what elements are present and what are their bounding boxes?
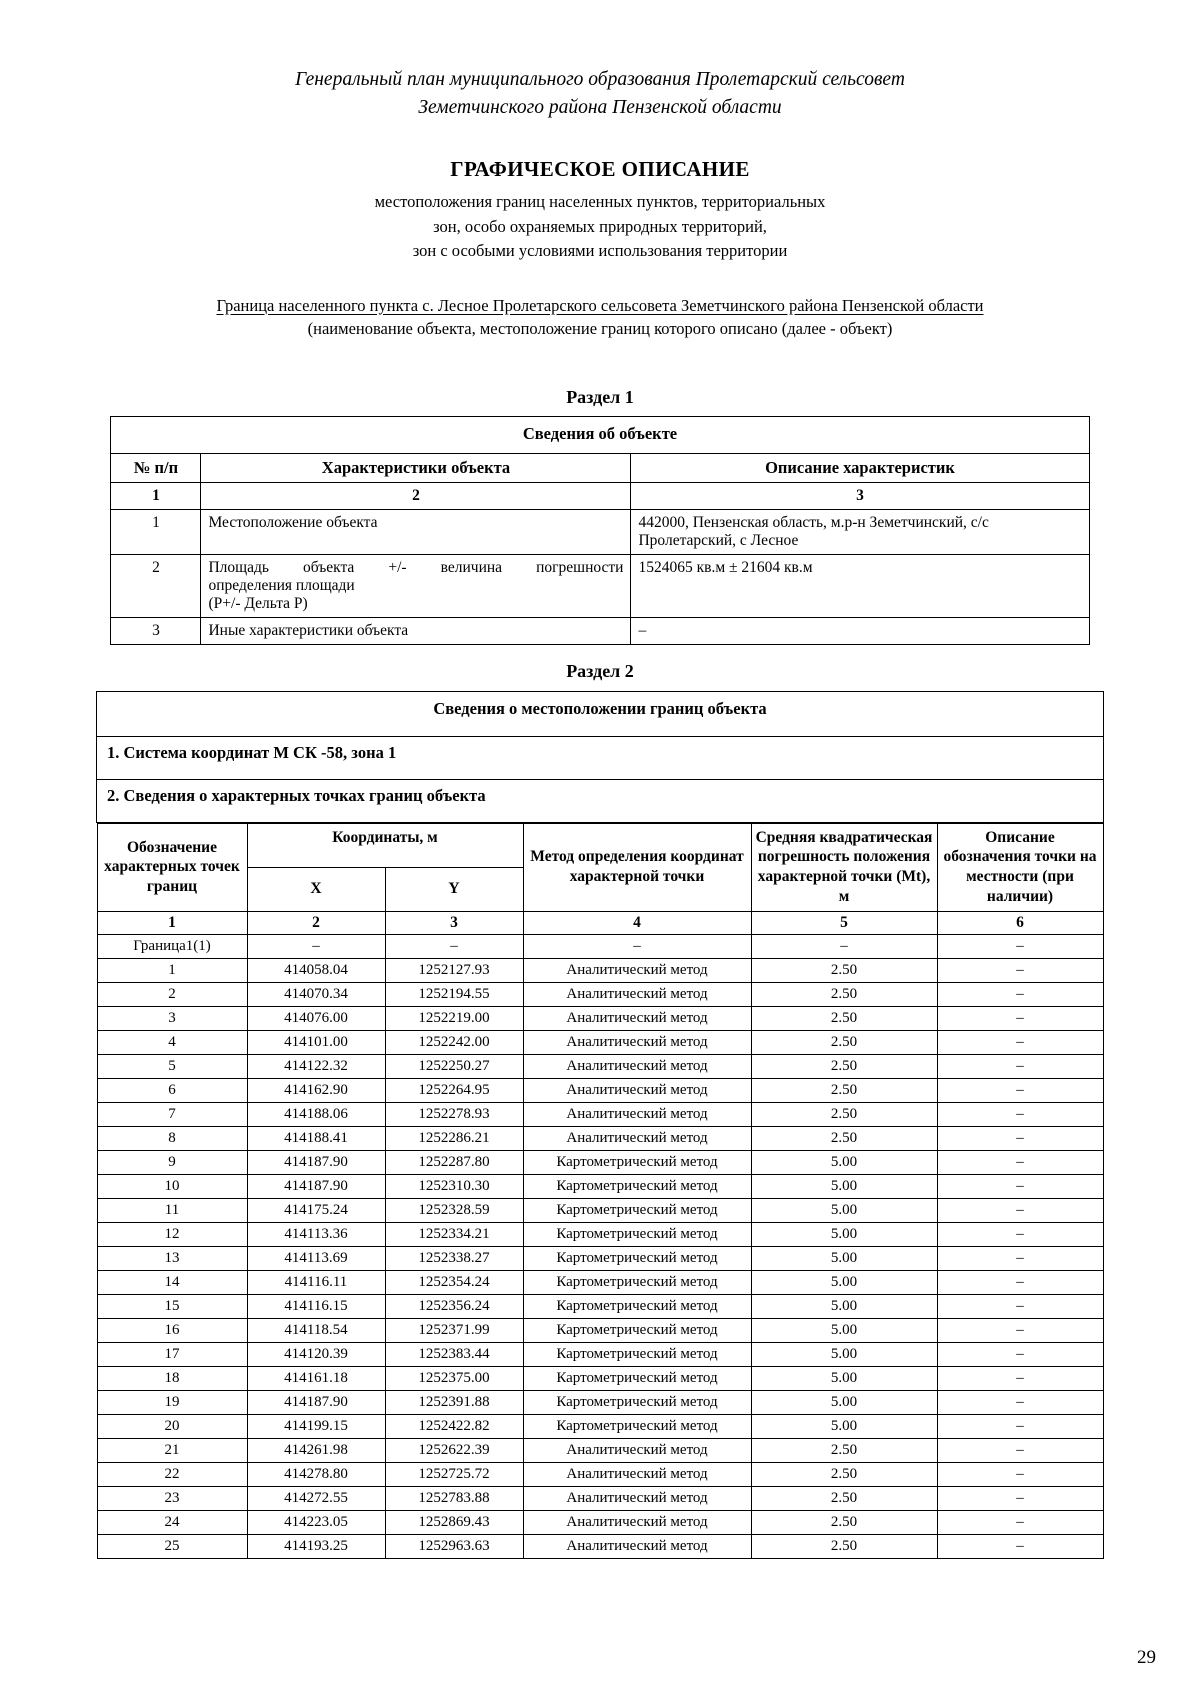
coord-method: Картометрический метод xyxy=(523,1414,751,1438)
coord-x: 414278.80 xyxy=(247,1462,385,1486)
coord-point: 13 xyxy=(97,1246,247,1270)
section-1-row-2-num: 2 xyxy=(111,554,201,617)
coord-method: Картометрический метод xyxy=(523,1270,751,1294)
coord-y: 1252264.95 xyxy=(385,1078,523,1102)
coord-y: 1252286.21 xyxy=(385,1126,523,1150)
sub-heading-line-2: зон, особо охраняемых природных территорий, xyxy=(433,216,767,236)
coord-method: Картометрический метод xyxy=(523,1294,751,1318)
coord-x: 414188.06 xyxy=(247,1102,385,1126)
coord-desc: – xyxy=(937,1030,1103,1054)
table-row xyxy=(97,1414,1103,1438)
coord-desc: – xyxy=(937,1318,1103,1342)
table-row xyxy=(97,1438,1103,1462)
coord-method: Аналитический метод xyxy=(523,1462,751,1486)
table-row xyxy=(97,1246,1103,1270)
coord-x: 414101.00 xyxy=(247,1030,385,1054)
coord-x: 414175.24 xyxy=(247,1198,385,1222)
coord-x: 414187.90 xyxy=(247,1174,385,1198)
coord-y: 1252391.88 xyxy=(385,1390,523,1414)
table-row xyxy=(97,1150,1103,1174)
coord-desc: – xyxy=(937,1102,1103,1126)
section-1-header-num: № п/п xyxy=(111,453,201,482)
coord-x: 414199.15 xyxy=(247,1414,385,1438)
coord-point: 8 xyxy=(97,1126,247,1150)
section-1-row-2-char-line-3: (Р+/- Дельта Р) xyxy=(208,594,308,612)
coord-y: 1252869.43 xyxy=(385,1510,523,1534)
coord-point: 17 xyxy=(97,1342,247,1366)
coord-y: 1252328.59 xyxy=(385,1198,523,1222)
coord-point: 11 xyxy=(97,1198,247,1222)
coord-desc: – xyxy=(937,1438,1103,1462)
coord-desc: – xyxy=(937,982,1103,1006)
coord-y: 1252219.00 xyxy=(385,1006,523,1030)
section-2-banner: Сведения о местоположении границ объекта xyxy=(433,698,767,718)
section-1-row-2-char-line-1: Площадь объекта +/- величина погрешности xyxy=(208,558,624,576)
section-1-row-1-description xyxy=(631,509,1089,554)
coord-mt: 2.50 xyxy=(751,1006,937,1030)
coord-method: Аналитический метод xyxy=(523,1126,751,1150)
coord-y: 1252783.88 xyxy=(385,1486,523,1510)
coord-method: Аналитический метод xyxy=(523,1102,751,1126)
coord-colnum-6: 6 xyxy=(937,911,1103,934)
coord-method: Картометрический метод xyxy=(523,1174,751,1198)
section-1-colnum-3: 3 xyxy=(631,482,1089,509)
section-1-colnum-1: 1 xyxy=(111,482,201,509)
coord-y: 1252278.93 xyxy=(385,1102,523,1126)
coord-point: 16 xyxy=(97,1318,247,1342)
coord-desc: – xyxy=(937,1342,1103,1366)
coord-method: Аналитический метод xyxy=(523,1510,751,1534)
coord-y: 1252375.00 xyxy=(385,1366,523,1390)
coord-method: Аналитический метод xyxy=(523,958,751,982)
coord-y: 1252422.82 xyxy=(385,1414,523,1438)
coord-x: 414116.11 xyxy=(247,1270,385,1294)
coord-x: 414161.18 xyxy=(247,1366,385,1390)
table-row xyxy=(97,1342,1103,1366)
coord-x: 414070.34 xyxy=(247,982,385,1006)
coord-x: 414223.05 xyxy=(247,1510,385,1534)
coord-mt: 5.00 xyxy=(751,1174,937,1198)
document-title-line-1: Генеральный план муниципального образования Пролетарский сельсовет xyxy=(295,69,905,90)
coord-point: 1 xyxy=(97,958,247,982)
coord-header-coordinates-group: Координаты, м xyxy=(247,823,523,867)
table-row xyxy=(97,1030,1103,1054)
section-1-row-1-num: 1 xyxy=(111,509,201,554)
table-row xyxy=(111,416,1089,453)
coord-point: 22 xyxy=(97,1462,247,1486)
coord-x: 414116.15 xyxy=(247,1294,385,1318)
coord-point: 12 xyxy=(97,1222,247,1246)
page-number: 29 xyxy=(1137,1647,1156,1668)
coord-mt: 5.00 xyxy=(751,1198,937,1222)
coord-point: 10 xyxy=(97,1174,247,1198)
coordinates-body xyxy=(97,934,1103,1558)
characteristic-points-cell xyxy=(97,779,1104,822)
coord-desc: – xyxy=(937,1126,1103,1150)
coord-desc: – xyxy=(937,1270,1103,1294)
table-row xyxy=(97,736,1104,779)
table-row xyxy=(97,1462,1103,1486)
coord-header-method: Метод определения координат характерной точки xyxy=(523,823,751,911)
coord-point: 7 xyxy=(97,1102,247,1126)
coord-x: 414187.90 xyxy=(247,1390,385,1414)
table-row xyxy=(97,1078,1103,1102)
table-row xyxy=(97,1366,1103,1390)
coord-mt: 5.00 xyxy=(751,1342,937,1366)
coord-mt: 2.50 xyxy=(751,1438,937,1462)
coord-desc: – xyxy=(937,1534,1103,1558)
coord-desc: – xyxy=(937,1294,1103,1318)
coord-point: 25 xyxy=(97,1534,247,1558)
coord-desc: – xyxy=(937,1246,1103,1270)
table-row xyxy=(97,779,1104,822)
coord-header-x: X xyxy=(247,867,385,911)
table-row xyxy=(97,1318,1103,1342)
coord-y: 1252194.55 xyxy=(385,982,523,1006)
coord-point: 20 xyxy=(97,1414,247,1438)
coordinates-table xyxy=(97,823,1104,1559)
coord-header-y: Y xyxy=(385,867,523,911)
coord-y: 1252310.30 xyxy=(385,1174,523,1198)
coord-x: 414076.00 xyxy=(247,1006,385,1030)
table-row xyxy=(97,1390,1103,1414)
coord-desc: – xyxy=(937,1054,1103,1078)
coord-mt: 2.50 xyxy=(751,1510,937,1534)
coord-point: 6 xyxy=(97,1078,247,1102)
coord-method: Картометрический метод xyxy=(523,1246,751,1270)
coord-desc: – xyxy=(937,1510,1103,1534)
coord-desc: – xyxy=(937,1390,1103,1414)
sub-heading-line-1: местоположения границ населенных пунктов, территориальных xyxy=(374,192,826,212)
table-row xyxy=(97,1534,1103,1558)
section-2-banner-cell xyxy=(97,691,1104,736)
coord-header-description: Описание обозначения точки на местности (при наличии) xyxy=(937,823,1103,911)
coord-desc: – xyxy=(937,1414,1103,1438)
coord-method: Аналитический метод xyxy=(523,1078,751,1102)
coord-point: 2 xyxy=(97,982,247,1006)
coord-mt: 2.50 xyxy=(751,1462,937,1486)
coordinates-header-row-1 xyxy=(97,823,1103,867)
section-1-header-characteristic: Характеристики объекта xyxy=(201,453,631,482)
table-row xyxy=(97,1294,1103,1318)
coordinates-column-number-row xyxy=(97,911,1103,934)
coord-mt: 5.00 xyxy=(751,1414,937,1438)
coord-method: Картометрический метод xyxy=(523,1150,751,1174)
coord-desc: – xyxy=(937,934,1103,958)
coord-method: Аналитический метод xyxy=(523,1534,751,1558)
section-1-row-2-char-line-2: определения площади xyxy=(208,576,355,594)
coord-y: 1252963.63 xyxy=(385,1534,523,1558)
sub-heading-line-3: зон с особыми условиями использования территории xyxy=(412,241,788,261)
coord-colnum-2: 2 xyxy=(247,911,385,934)
coord-x: – xyxy=(247,934,385,958)
coord-mt: – xyxy=(751,934,937,958)
coord-y: 1252622.39 xyxy=(385,1438,523,1462)
table-row xyxy=(97,1054,1103,1078)
coord-desc: – xyxy=(937,1462,1103,1486)
coord-y: 1252242.00 xyxy=(385,1030,523,1054)
coord-method: Аналитический метод xyxy=(523,982,751,1006)
object-name-note: (наименование объекта, местоположение границ которого описано (далее - объект) xyxy=(307,318,893,338)
coord-y: 1252250.27 xyxy=(385,1054,523,1078)
coord-x: 414118.54 xyxy=(247,1318,385,1342)
section-1-colnum-2: 2 xyxy=(201,482,631,509)
table-row xyxy=(97,1270,1103,1294)
coord-mt: 2.50 xyxy=(751,1030,937,1054)
coord-method: Аналитический метод xyxy=(523,1486,751,1510)
coord-x: 414187.90 xyxy=(247,1150,385,1174)
section-1-row-1-characteristic: Местоположение объекта xyxy=(201,509,631,554)
table-row xyxy=(97,1486,1103,1510)
coord-mt: 2.50 xyxy=(751,1486,937,1510)
coord-method: Аналитический метод xyxy=(523,1030,751,1054)
coord-colnum-5: 5 xyxy=(751,911,937,934)
coord-x: 414272.55 xyxy=(247,1486,385,1510)
coord-y: – xyxy=(385,934,523,958)
table-number-row xyxy=(111,482,1089,509)
coord-mt: 5.00 xyxy=(751,1318,937,1342)
coord-point: 19 xyxy=(97,1390,247,1414)
coord-y: 1252334.21 xyxy=(385,1222,523,1246)
coord-mt: 5.00 xyxy=(751,1150,937,1174)
section-1-row-1-desc-line-1: 442000, Пензенская область, м.р-н Земетчинский, с/с xyxy=(638,513,989,531)
coord-mt: 2.50 xyxy=(751,1078,937,1102)
section-1-row-2-characteristic xyxy=(201,554,631,617)
coord-desc: – xyxy=(937,1198,1103,1222)
coord-x: 414122.32 xyxy=(247,1054,385,1078)
table-row xyxy=(111,554,1089,617)
object-name-text: Граница населенного пункта с. Лесное Пролетарского сельсовета Земетчинского района Пензенской области xyxy=(216,295,984,315)
section-1-row-3-description: – xyxy=(631,617,1089,644)
section-1-row-1-desc-line-2: Пролетарский, с Лесное xyxy=(638,531,799,549)
main-heading: ГРАФИЧЕСКОЕ ОПИСАНИЕ xyxy=(450,157,750,182)
table-row xyxy=(97,1006,1103,1030)
coord-mt: 2.50 xyxy=(751,982,937,1006)
document-title-line-2: Земетчинского района Пензенской области xyxy=(418,96,782,118)
coord-point: 21 xyxy=(97,1438,247,1462)
section-2-table xyxy=(96,691,1104,1559)
coord-mt: 2.50 xyxy=(751,1054,937,1078)
coord-point: 4 xyxy=(97,1030,247,1054)
coord-x: 414188.41 xyxy=(247,1126,385,1150)
coord-y: 1252371.99 xyxy=(385,1318,523,1342)
coord-colnum-3: 3 xyxy=(385,911,523,934)
coord-y: 1252356.24 xyxy=(385,1294,523,1318)
coord-method: Картометрический метод xyxy=(523,1342,751,1366)
coord-mt: 5.00 xyxy=(751,1294,937,1318)
coord-x: 414120.39 xyxy=(247,1342,385,1366)
coord-desc: – xyxy=(937,1150,1103,1174)
table-row xyxy=(97,1102,1103,1126)
sub-heading xyxy=(0,182,1200,263)
coord-point: 15 xyxy=(97,1294,247,1318)
section-1-banner: Сведения об объекте xyxy=(111,416,1089,453)
coord-method: Аналитический метод xyxy=(523,1054,751,1078)
table-row xyxy=(111,509,1089,554)
coord-mt: 2.50 xyxy=(751,1126,937,1150)
table-header-row xyxy=(111,453,1089,482)
coord-mt: 5.00 xyxy=(751,1390,937,1414)
table-row xyxy=(97,1198,1103,1222)
coord-mt: 2.50 xyxy=(751,958,937,982)
coord-point: 5 xyxy=(97,1054,247,1078)
coord-point: 9 xyxy=(97,1150,247,1174)
coord-point: 24 xyxy=(97,1510,247,1534)
coord-desc: – xyxy=(937,1486,1103,1510)
table-row xyxy=(97,958,1103,982)
section-1-label: Раздел 1 xyxy=(566,386,634,407)
section-1-table xyxy=(110,416,1089,645)
coord-colnum-1: 1 xyxy=(97,911,247,934)
coord-colnum-4: 4 xyxy=(523,911,751,934)
coord-y: 1252287.80 xyxy=(385,1150,523,1174)
document-title xyxy=(0,0,1200,121)
coord-x: 414193.25 xyxy=(247,1534,385,1558)
coord-y: 1252354.24 xyxy=(385,1270,523,1294)
coord-x: 414162.90 xyxy=(247,1078,385,1102)
coord-method: Картометрический метод xyxy=(523,1198,751,1222)
coord-header-mt: Средняя квадратическая погрешность положения характерной точки (Mt), м xyxy=(751,823,937,911)
coord-point: Граница1(1) xyxy=(97,934,247,958)
coord-mt: 5.00 xyxy=(751,1222,937,1246)
coord-y: 1252127.93 xyxy=(385,958,523,982)
coord-method: Аналитический метод xyxy=(523,1438,751,1462)
coord-method: Аналитический метод xyxy=(523,1006,751,1030)
coord-desc: – xyxy=(937,1006,1103,1030)
coord-y: 1252725.72 xyxy=(385,1462,523,1486)
table-row xyxy=(97,982,1103,1006)
coord-method: Картометрический метод xyxy=(523,1222,751,1246)
coord-method: Картометрический метод xyxy=(523,1390,751,1414)
coord-y: 1252338.27 xyxy=(385,1246,523,1270)
coord-mt: 2.50 xyxy=(751,1534,937,1558)
table-row xyxy=(97,691,1104,736)
coord-desc: – xyxy=(937,1078,1103,1102)
table-row xyxy=(97,1510,1103,1534)
section-1-row-3-characteristic: Иные характеристики объекта xyxy=(201,617,631,644)
coord-x: 414058.04 xyxy=(247,958,385,982)
coord-header-point-designation: Обозначение характерных точек границ xyxy=(97,823,247,911)
table-row xyxy=(111,617,1089,644)
coord-desc: – xyxy=(937,958,1103,982)
coord-mt: 5.00 xyxy=(751,1270,937,1294)
coord-method: Картометрический метод xyxy=(523,1366,751,1390)
coord-x: 414261.98 xyxy=(247,1438,385,1462)
section-2-label: Раздел 2 xyxy=(566,660,634,681)
coord-point: 14 xyxy=(97,1270,247,1294)
coord-point: 3 xyxy=(97,1006,247,1030)
coord-mt: 2.50 xyxy=(751,1102,937,1126)
coord-desc: – xyxy=(937,1174,1103,1198)
table-row xyxy=(97,822,1104,1559)
section-1-row-2-description xyxy=(631,554,1089,617)
object-name xyxy=(0,264,1200,316)
coordinate-system-label: 1. Система координат М СК -58, зона 1 xyxy=(107,742,397,762)
section-1-row-2-desc-line-1: 1524065 кв.м ± 21604 кв.м xyxy=(638,558,813,576)
coord-mt: 5.00 xyxy=(751,1246,937,1270)
coord-desc: – xyxy=(937,1222,1103,1246)
coordinates-table-cell xyxy=(97,822,1104,1559)
coord-point: 18 xyxy=(97,1366,247,1390)
coord-point: 23 xyxy=(97,1486,247,1510)
coord-x: 414113.36 xyxy=(247,1222,385,1246)
section-1-header-description: Описание характеристик xyxy=(631,453,1089,482)
coord-x: 414113.69 xyxy=(247,1246,385,1270)
coord-method: Картометрический метод xyxy=(523,1318,751,1342)
coord-mt: 5.00 xyxy=(751,1366,937,1390)
coord-method: – xyxy=(523,934,751,958)
coordinate-system-cell xyxy=(97,736,1104,779)
table-row xyxy=(97,1126,1103,1150)
coord-y: 1252383.44 xyxy=(385,1342,523,1366)
section-1-row-3-num: 3 xyxy=(111,617,201,644)
coord-desc: – xyxy=(937,1366,1103,1390)
characteristic-points-label: 2. Сведения о характерных точках границ объекта xyxy=(107,785,486,805)
table-row xyxy=(97,1174,1103,1198)
table-row xyxy=(97,934,1103,958)
table-row xyxy=(97,1222,1103,1246)
